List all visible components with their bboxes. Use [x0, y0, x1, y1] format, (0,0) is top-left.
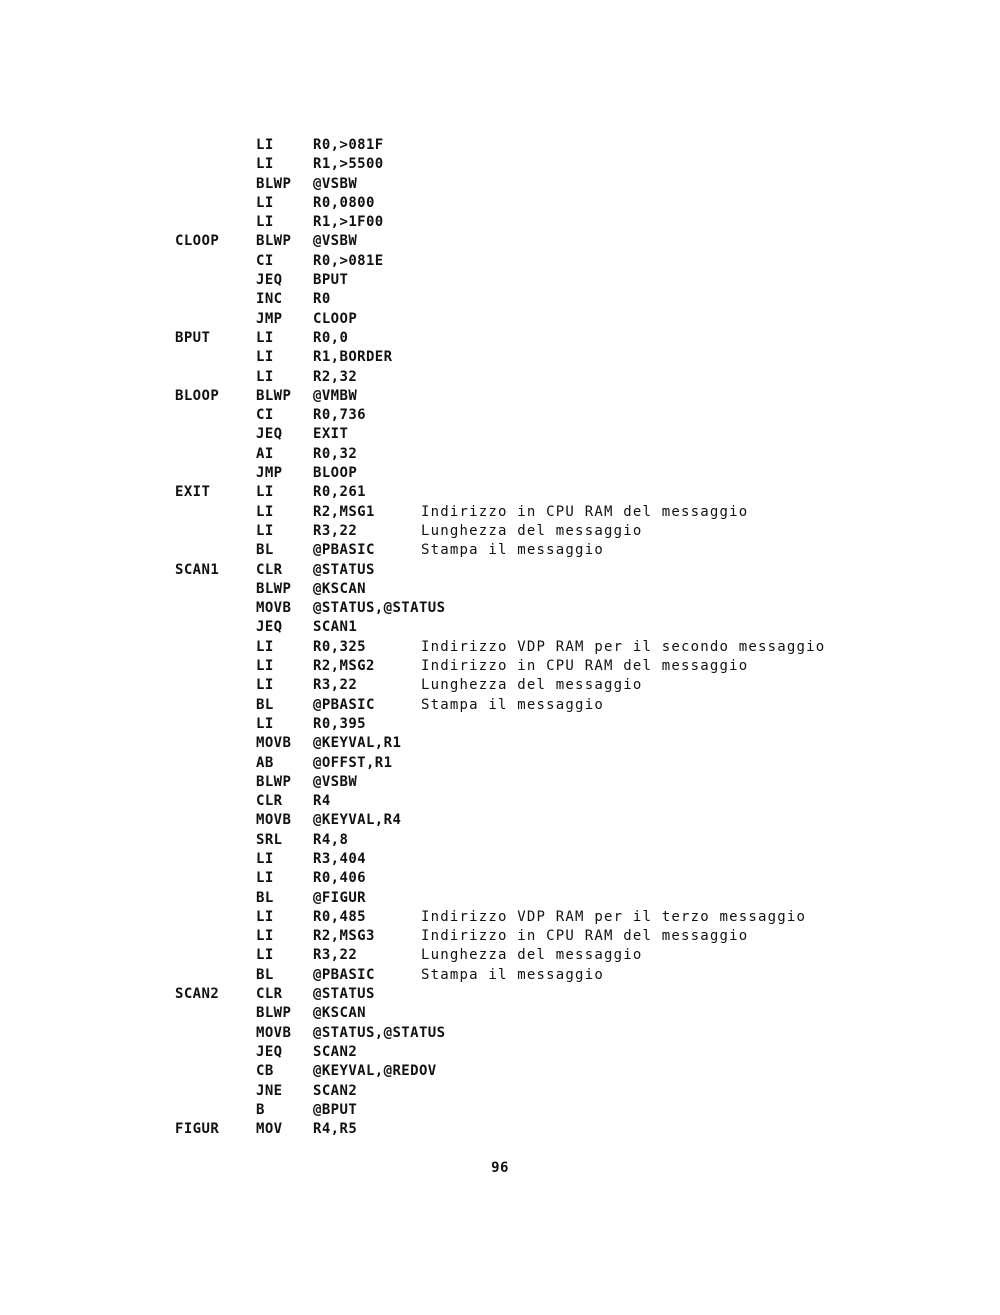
opcode: MOVB	[256, 1024, 292, 1041]
opcode: BL	[256, 889, 274, 906]
opcode: LI	[256, 677, 274, 694]
operand: R0,325	[313, 638, 366, 655]
operand: R3,22	[313, 947, 358, 964]
opcode: BLWP	[256, 387, 292, 404]
code-line	[0, 773, 1000, 792]
opcode: CB	[256, 1063, 274, 1080]
opcode: JEQ	[256, 619, 283, 636]
opcode: LI	[256, 156, 274, 173]
line-comment: Stampa il messaggio	[421, 966, 604, 983]
line-comment: Stampa il messaggio	[421, 542, 604, 559]
opcode: LI	[256, 638, 274, 655]
opcode: LI	[256, 503, 274, 520]
operand: @STATUS	[313, 561, 375, 578]
code-line	[0, 271, 1000, 290]
operand: SCAN2	[313, 1043, 358, 1060]
line-label: EXIT	[175, 484, 211, 501]
line-comment: Stampa il messaggio	[421, 696, 604, 713]
opcode: MOV	[256, 1121, 283, 1138]
line-comment: Indirizzo in CPU RAM del messaggio	[421, 928, 749, 945]
line-comment: Lunghezza del messaggio	[421, 947, 643, 964]
opcode: JEQ	[256, 426, 283, 443]
code-line	[0, 618, 1000, 637]
assembly-listing	[0, 136, 1000, 1139]
opcode: LI	[256, 522, 274, 539]
operand: R4	[313, 793, 331, 810]
opcode: BLWP	[256, 175, 292, 192]
code-line	[0, 213, 1000, 232]
opcode: BL	[256, 966, 274, 983]
operand: R4,R5	[313, 1121, 358, 1138]
operand: SCAN2	[313, 1082, 358, 1099]
operand: BPUT	[313, 272, 349, 289]
operand: R3,22	[313, 522, 358, 539]
page-number: 96	[491, 1160, 509, 1176]
operand: @VSBW	[313, 233, 358, 250]
code-line	[0, 1062, 1000, 1081]
opcode: LI	[256, 194, 274, 211]
opcode: BL	[256, 696, 274, 713]
operand: R3,404	[313, 850, 366, 867]
opcode: CI	[256, 252, 274, 269]
operand: @FIGUR	[313, 889, 366, 906]
operand: @BPUT	[313, 1101, 358, 1118]
code-line	[0, 869, 1000, 888]
code-line	[0, 1082, 1000, 1101]
opcode: CLR	[256, 986, 283, 1003]
operand: @KSCAN	[313, 580, 366, 597]
code-line	[0, 715, 1000, 734]
operand: @OFFST,R1	[313, 754, 393, 771]
operand: @STATUS,@STATUS	[313, 600, 446, 617]
operand: R0,485	[313, 908, 366, 925]
code-line	[0, 754, 1000, 773]
code-line	[0, 889, 1000, 908]
code-line	[0, 155, 1000, 174]
opcode: SRL	[256, 831, 283, 848]
code-line	[0, 599, 1000, 618]
opcode: CLR	[256, 561, 283, 578]
opcode: BL	[256, 542, 274, 559]
operand: R2,MSG3	[313, 928, 375, 945]
code-line	[0, 927, 1000, 946]
operand: SCAN1	[313, 619, 358, 636]
opcode: AI	[256, 445, 274, 462]
code-line	[0, 368, 1000, 387]
line-comment: Indirizzo VDP RAM per il terzo messaggio	[421, 908, 807, 925]
code-line	[0, 1101, 1000, 1120]
code-line	[0, 946, 1000, 965]
operand: R0,>081E	[313, 252, 384, 269]
code-line	[0, 676, 1000, 695]
line-comment: Indirizzo VDP RAM per il secondo messaggio	[421, 638, 826, 655]
operand: @STATUS,@STATUS	[313, 1024, 446, 1041]
code-line	[0, 696, 1000, 715]
code-line	[0, 638, 1000, 657]
code-line	[0, 966, 1000, 985]
opcode: BLWP	[256, 233, 292, 250]
code-line	[0, 831, 1000, 850]
opcode: BLWP	[256, 773, 292, 790]
opcode: JMP	[256, 465, 283, 482]
code-line	[0, 792, 1000, 811]
opcode: LI	[256, 658, 274, 675]
opcode: LI	[256, 349, 274, 366]
code-line	[0, 445, 1000, 464]
operand: R0,0800	[313, 194, 375, 211]
code-line	[0, 464, 1000, 483]
opcode: BLWP	[256, 580, 292, 597]
operand: R4,8	[313, 831, 349, 848]
operand: @VSBW	[313, 175, 358, 192]
opcode: JMP	[256, 310, 283, 327]
operand: @KEYVAL,@REDOV	[313, 1063, 437, 1080]
operand: R0,0	[313, 329, 349, 346]
opcode: LI	[256, 870, 274, 887]
code-line	[0, 1024, 1000, 1043]
operand: @PBASIC	[313, 542, 375, 559]
opcode: MOVB	[256, 812, 292, 829]
operand: R0,261	[313, 484, 366, 501]
opcode: JNE	[256, 1082, 283, 1099]
line-label: CLOOP	[175, 233, 220, 250]
line-label: SCAN2	[175, 986, 220, 1003]
code-line	[0, 1043, 1000, 1062]
line-comment: Lunghezza del messaggio	[421, 677, 643, 694]
operand: @PBASIC	[313, 966, 375, 983]
operand: CLOOP	[313, 310, 358, 327]
code-line	[0, 985, 1000, 1004]
operand: R2,32	[313, 368, 358, 385]
code-line	[0, 232, 1000, 251]
operand: @PBASIC	[313, 696, 375, 713]
code-line	[0, 734, 1000, 753]
line-comment: Indirizzo in CPU RAM del messaggio	[421, 503, 749, 520]
operand: EXIT	[313, 426, 349, 443]
code-line	[0, 541, 1000, 560]
code-line	[0, 483, 1000, 502]
operand: R2,MSG1	[313, 503, 375, 520]
operand: @VSBW	[313, 773, 358, 790]
opcode: LI	[256, 137, 274, 153]
opcode: CLR	[256, 793, 283, 810]
operand: @STATUS	[313, 986, 375, 1003]
code-line	[0, 811, 1000, 830]
operand: @VMBW	[313, 387, 358, 404]
opcode: BLWP	[256, 1005, 292, 1022]
line-label: SCAN1	[175, 561, 220, 578]
opcode: LI	[256, 214, 274, 231]
code-line	[0, 425, 1000, 444]
code-line	[0, 406, 1000, 425]
operand: R0,406	[313, 870, 366, 887]
operand: R0,395	[313, 715, 366, 732]
opcode: CI	[256, 407, 274, 424]
code-line	[0, 561, 1000, 580]
code-line	[0, 387, 1000, 406]
opcode: INC	[256, 291, 283, 308]
code-line	[0, 908, 1000, 927]
operand: R1,>1F00	[313, 214, 384, 231]
code-line	[0, 310, 1000, 329]
code-line	[0, 136, 1000, 155]
opcode: LI	[256, 368, 274, 385]
operand: R0,32	[313, 445, 358, 462]
operand: R1,BORDER	[313, 349, 393, 366]
opcode: JEQ	[256, 272, 283, 289]
opcode: LI	[256, 908, 274, 925]
opcode: LI	[256, 484, 274, 501]
line-label: BPUT	[175, 329, 211, 346]
operand: R0,736	[313, 407, 366, 424]
code-line	[0, 503, 1000, 522]
code-line	[0, 1120, 1000, 1139]
code-line	[0, 329, 1000, 348]
code-line	[0, 850, 1000, 869]
operand: R0,>081F	[313, 137, 384, 153]
operand: @KEYVAL,R4	[313, 812, 402, 829]
opcode: LI	[256, 947, 274, 964]
operand: @KSCAN	[313, 1005, 366, 1022]
operand: R3,22	[313, 677, 358, 694]
opcode: LI	[256, 329, 274, 346]
line-label: FIGUR	[175, 1121, 220, 1138]
operand: R2,MSG2	[313, 658, 375, 675]
code-line	[0, 580, 1000, 599]
opcode: AB	[256, 754, 274, 771]
code-line	[0, 252, 1000, 271]
opcode: JEQ	[256, 1043, 283, 1060]
code-line	[0, 290, 1000, 309]
line-label: BLOOP	[175, 387, 220, 404]
operand: BLOOP	[313, 465, 358, 482]
code-line	[0, 175, 1000, 194]
code-line	[0, 194, 1000, 213]
opcode: MOVB	[256, 600, 292, 617]
line-comment: Lunghezza del messaggio	[421, 522, 643, 539]
code-line	[0, 348, 1000, 367]
opcode: MOVB	[256, 735, 292, 752]
operand: R1,>5500	[313, 156, 384, 173]
opcode: LI	[256, 715, 274, 732]
opcode: LI	[256, 850, 274, 867]
opcode: LI	[256, 928, 274, 945]
opcode: B	[256, 1101, 265, 1118]
code-line	[0, 1004, 1000, 1023]
code-line	[0, 657, 1000, 676]
operand: R0	[313, 291, 331, 308]
code-line	[0, 522, 1000, 541]
line-comment: Indirizzo in CPU RAM del messaggio	[421, 658, 749, 675]
operand: @KEYVAL,R1	[313, 735, 402, 752]
